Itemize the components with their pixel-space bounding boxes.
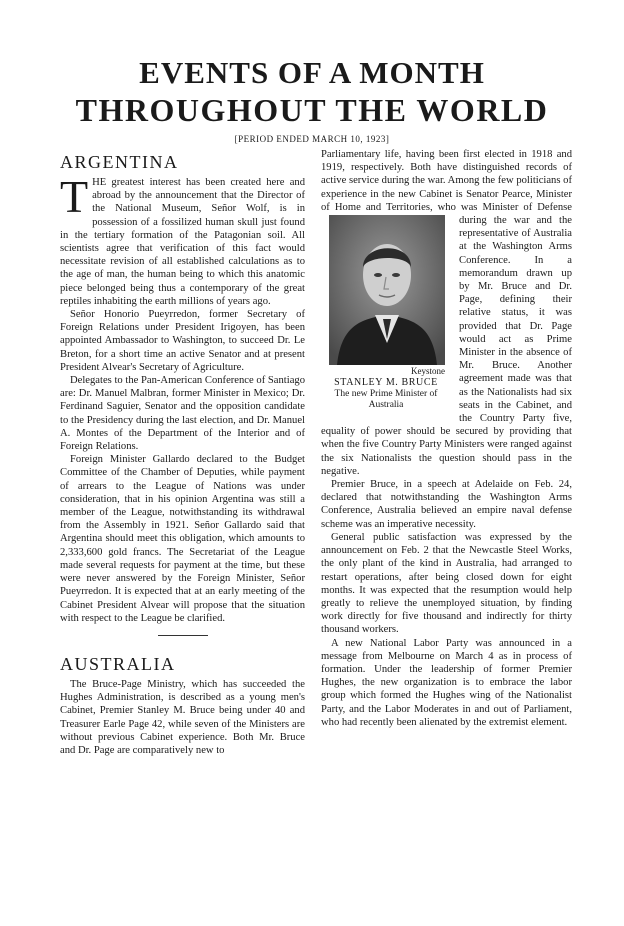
section-divider <box>158 635 208 636</box>
section-heading-argentina: ARGENTINA <box>60 152 179 172</box>
argentina-paragraph-1 <box>60 171 305 308</box>
argentina-paragraph-3: Delegates to the Pan-American Conference of Santiago are: Dr. Manuel Malbran, former Minister in Mexico; Dr. Ferdinand Saguier, Senator and the opposition candidate to the Presidency during the last election, and Dr. Manuel A. Montes of the Department of the Interior and of Foreign Relations. <box>60 375 305 453</box>
argentina-paragraph-2: Señor Honorio Pueyrredon, former Secretary of Foreign Relations under President Irigoyen, has been appointed Ambassador to Washington, to succeed Dr. Le Breton, for a short time an active Senator and at present President Alvear's Secretary of Agriculture. <box>60 309 305 373</box>
australia-paragraph-2: Premier Bruce, in a speech at Adelaide on Feb. 24, declared that notwithstanding the Washington Arms Conference, Australia believed an empire naval defense scheme was an imperative necessity. <box>321 479 572 530</box>
photo-caption-name: STANLEY M. BRUCE <box>334 377 438 389</box>
australia-paragraph-1: The Bruce-Page Ministry, which has succeeded the Hughes Administration, is described as a young men's Cabinet, Premier Stanley M. Bruce being under 40 and Treasurer Earle Page 42, while seven of the Ministers are without previous Cabinet experience. Both Mr. Bruce and Dr. Page are comparatively new to <box>60 678 305 756</box>
australia-continued-text-a: Parliamentary life, having been first elected in 1918 and 1919, respectively. Both have distinguished records of active service during the war. Among the few politicians of experience in the new Cabinet is Senator Pearce, Minister of Home and Territories, who was Minister of Defense <box>321 149 572 213</box>
argentina-paragraph-1-text: HE greatest interest has been created here and abroad by the announcement that the Director of the National Museum, Señor Wolf, is in possession of a fossilized human skull just found in the tertiary formation of the Patagonian soil. All scientists agree that verification of this fact would necessitate revision of all established calculations as to the age of man, the human being to which this anatomic piece belonged being thus a contemporary of the great reptiles inhabiting the earth millions of years ago. <box>60 177 305 307</box>
australia-continued-text-b: during the war and the representative of Australia at the Washington Arms Conference. In a memorandum drawn up by Mr. Bruce and Dr. Page, defining their relative status, it was provided that Dr. Page would act as Prime Minister in the absence of Mr. Bruce. Another agreement made was that as the Nationalists had six seats in the Cabinet, and the Country Party five, equality of power should be secured by providing that when the five Country Party Ministers were ranged against the six Nationalists the question should pass in the negative. <box>321 215 572 477</box>
portrait-illustration <box>329 215 445 365</box>
australia-paragraph-3: General public satisfaction was expressed by the announcement on Feb. 2 that the Newcastle Steel Works, the only plant of the kind in Australia, had arranged to restart operations, after being closed down for eight months. It was expected that the resumption would help greatly to relieve the unemployed situation, by finding work directly for five thousand and indirectly for thirty thousand workers. <box>321 531 572 636</box>
portrait-figure <box>321 215 451 411</box>
page-title-line2: THROUGHOUT THE WORLD <box>75 92 549 128</box>
portrait-photo <box>329 215 445 365</box>
page-title-line1: EVENTS OF A MONTH <box>139 55 485 90</box>
period-note: [PERIOD ENDED MARCH 10, 1923] <box>234 134 390 144</box>
right-column <box>321 148 572 729</box>
section-heading-australia: AUSTRALIA <box>60 653 176 674</box>
argentina-paragraph-4: Foreign Minister Gallardo declared to the Budget Committee of the Chamber of Deputies, while payment of arrears to the League of Nations was under consideration, that in his opinion Argentina was still a member of the League, notwithstanding its withdrawal from the Assembly in 1921. Señor Gallardo said that Argentina should meet this obligation, which amounts to 2,333,600 gold francs. The Secretariat of the League made several requests for payment at the time, but these were never answered by the Foreign Minister, Señor Pueyrredon. It is expected that at an early meeting of the Cabinet President Alvear will propose that the situation with respect to the League be clarified. <box>60 454 305 624</box>
photo-credit: Keystone <box>411 366 445 377</box>
left-column <box>60 148 305 757</box>
drop-cap: T <box>60 171 89 222</box>
australia-continued-paragraph <box>321 148 572 478</box>
photo-caption-subtitle: The new Prime Minister of Australia <box>334 389 438 411</box>
australia-paragraph-4: A new National Labor Party was announced in a message from Melbourne on March 4 as in process of formation. Under the leadership of former Premier Hughes, the new organization is to embrace the labor group which formed the Hughes wing of the Nationalist Party, and the Labor Moderates in and out of Parliament, who had recently been alienated by the extremist element. <box>321 637 572 728</box>
